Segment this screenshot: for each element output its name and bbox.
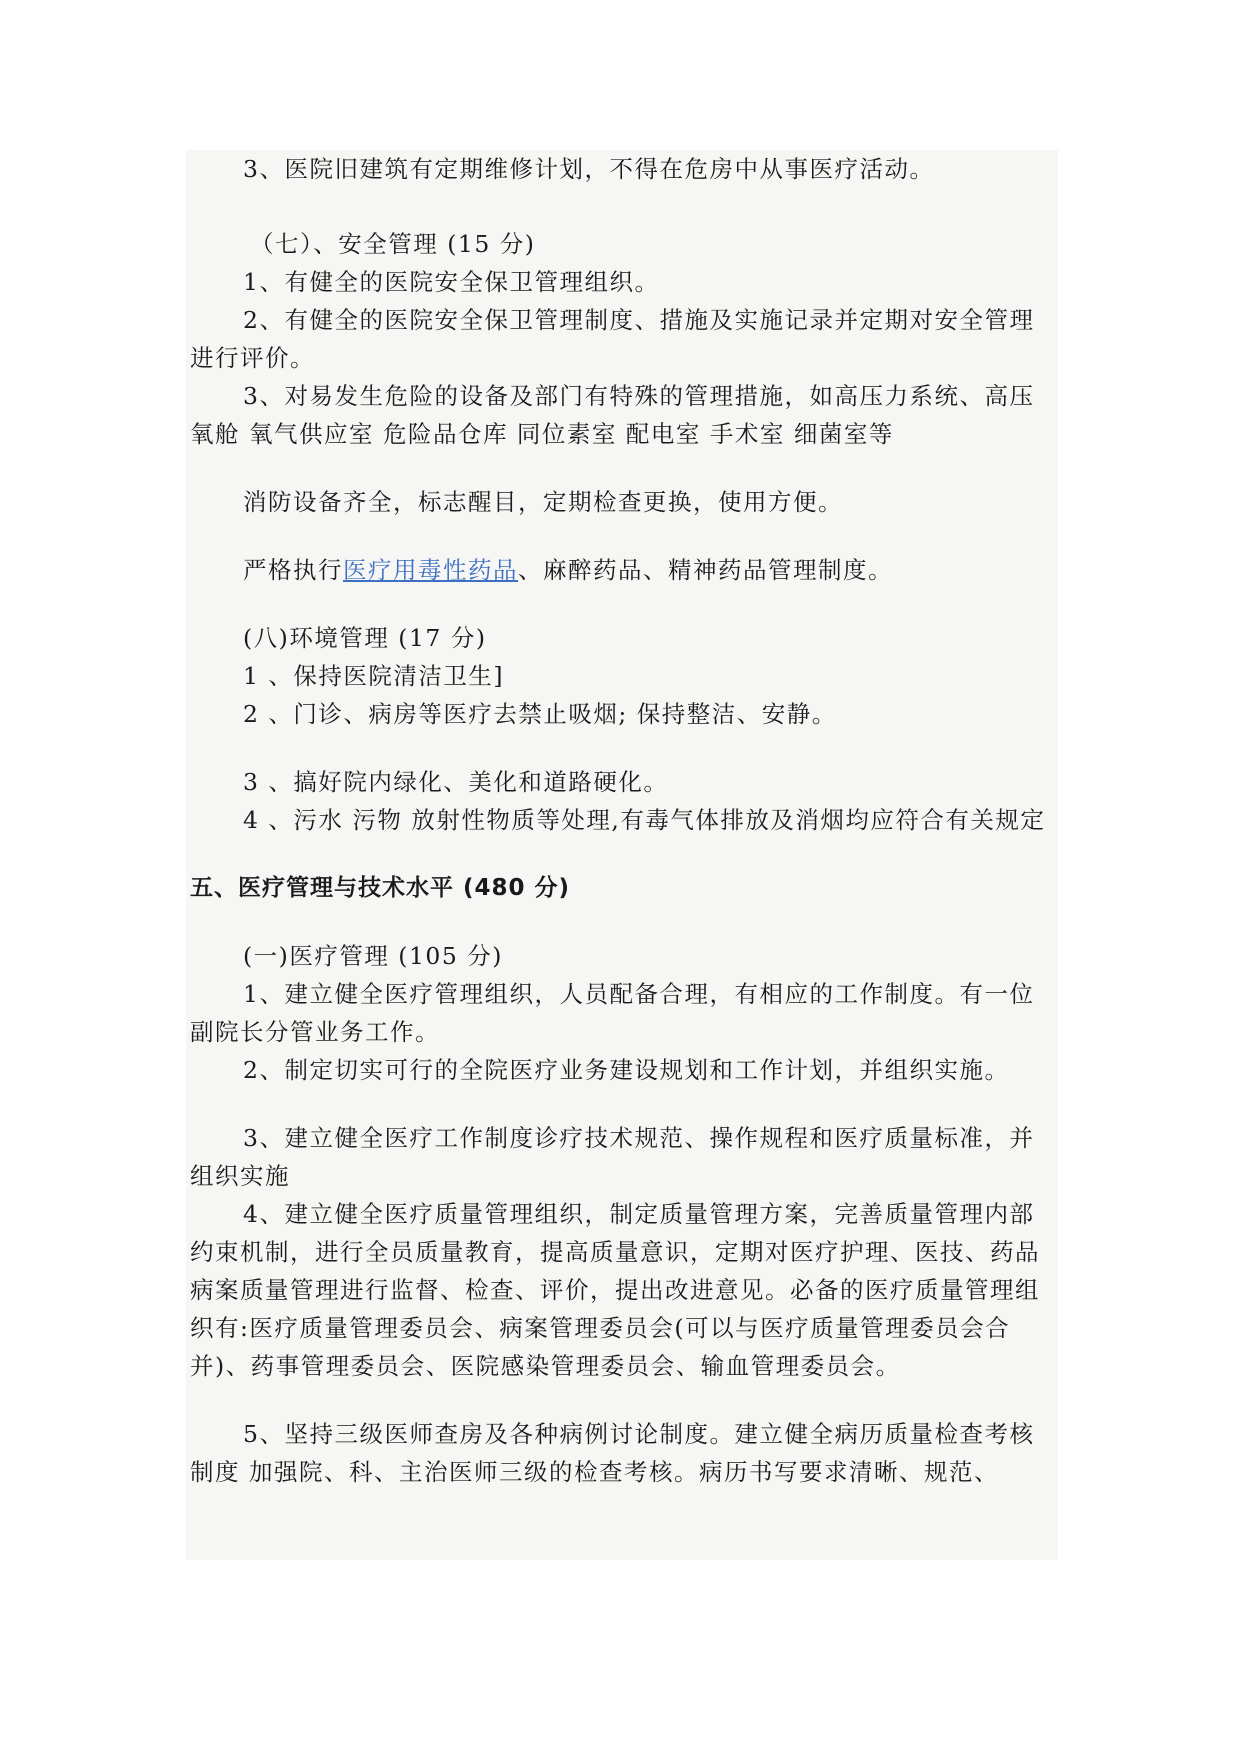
paragraph: 3、建立健全医疗工作制度诊疗技术规范、操作规程和医疗质量标准，并组织实施 (190, 1124, 1035, 1190)
paragraph: 2、有健全的医院安全保卫管理制度、措施及实施记录并定期对安全管理进行评价。 (190, 306, 1035, 372)
toxic-drug-link[interactable]: 医疗用毒性药品 (343, 556, 518, 584)
paragraph: 1 、保持医院清洁卫生] (243, 662, 505, 690)
paragraph: 4 、污水 污物 放射性物质等处理,有毒气体排放及消烟均应符合有关规定 (243, 806, 1046, 834)
section-title: （七）、安全管理 (15 分) (250, 230, 536, 258)
chapter-heading: 五、医疗管理与技术水平 (480 分) (190, 875, 571, 901)
paragraph: 1、建立健全医疗管理组织，人员配备合理，有相应的工作制度。有一位副院长分管业务工作。 (190, 980, 1035, 1046)
paragraph: 2 、门诊、病房等医疗去禁止吸烟; 保持整洁、安静。 (243, 700, 837, 728)
paragraph: 3、医院旧建筑有定期维修计划，不得在危房中从事医疗活动。 (243, 155, 935, 183)
section-title: (八)环境管理 (17 分) (243, 624, 487, 652)
text: 严格执行 (243, 556, 343, 584)
paragraph: 2、制定切实可行的全院医疗业务建设规划和工作计划，并组织实施。 (243, 1056, 1010, 1084)
paragraph: 消防设备齐全，标志醒目，定期检查更换，使用方便。 (243, 488, 843, 516)
paragraph: 3、对易发生危险的设备及部门有特殊的管理措施，如高压力系统、高压氧舱 氧气供应室 危险品仓库 同位素室 配电室 手术室 细菌室等 (190, 382, 1035, 448)
section-title: (一)医疗管理 (105 分) (243, 942, 503, 970)
document-body (190, 150, 1058, 1491)
paragraph: 3 、搞好院内绿化、美化和道路硬化。 (243, 768, 669, 796)
paragraph: 5、坚持三级医师查房及各种病例讨论制度。建立健全病历质量检查考核制度 加强院、科、主治医师三级的检查考核。病历书写要求清晰、规范、 (190, 1420, 1035, 1486)
paragraph: 4、建立健全医疗质量管理组织，制定质量管理方案，完善质量管理内部约束机制，进行全员质量教育，提高质量意识，定期对医疗护理、医技、药品病案质量管理进行监督、检查、评价，提出改进意见。必备的医疗质量管理组织有:医疗质量管理委员会、病案管理委员会(可以与医疗质量管理委员会合并)、药事管理委员会、医院感染管理委员会、输血管理委员会。 (190, 1200, 1040, 1380)
paragraph: 1、有健全的医院安全保卫管理组织。 (243, 268, 660, 296)
text: 、麻醉药品、精神药品管理制度。 (518, 556, 893, 584)
paragraph (190, 551, 1058, 589)
